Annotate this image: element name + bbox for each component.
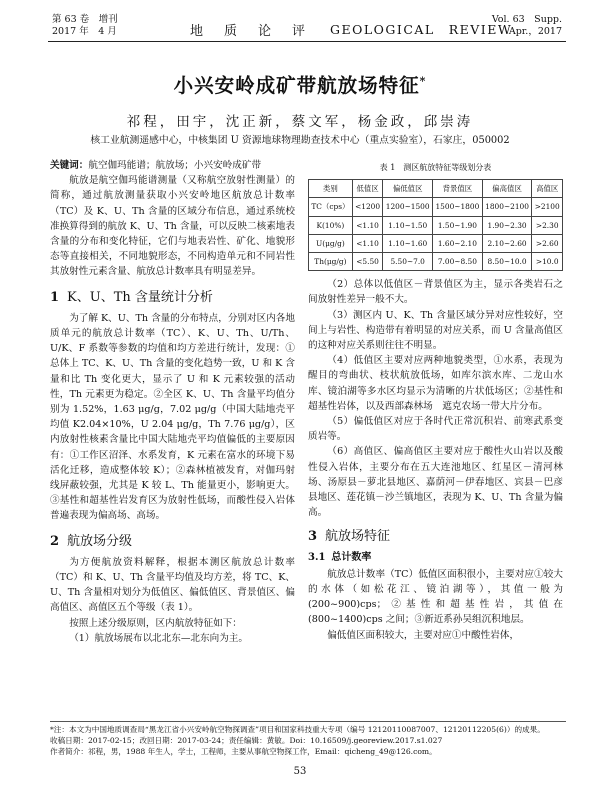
article-title: [0, 70, 600, 98]
footnote-author-bio: 作者简介：祁程，男，1988 年生人，学士，工程师，主要从事航空物探工作，Email：qicheng_49@126.com。: [50, 747, 437, 757]
footnote-funding: *注：本文为中国地质调查局“黑龙江省小兴安岭航空物探调查”项目和国家科技重大专项（编号 12120110087007、12120112205(6)）的成果。: [50, 725, 545, 734]
subsection-3-1-heading: [308, 550, 563, 565]
footnote-rule: [50, 721, 566, 722]
journal-name-en: GEOLOGICAL REVIEW: [330, 22, 513, 37]
table-cell: Th(μg/g): [309, 253, 353, 271]
section-3-title: 航放场特征: [325, 529, 391, 545]
date-line-en: Apr.，2017: [508, 26, 562, 37]
table-header-cell: 高值区: [532, 180, 563, 198]
table-cell: <5.50: [352, 253, 383, 271]
journal-name-cn: 地 质 论 评: [190, 24, 310, 39]
table-cell: 1200~1500: [383, 198, 433, 216]
table-cell: 1.60~2.10: [433, 234, 483, 252]
table-cell: <1.10: [352, 216, 383, 234]
journal-issue-en: [490, 14, 562, 38]
table-cell: >2.60: [532, 234, 563, 252]
table-cell: 8.50~10.0: [482, 253, 532, 271]
finding-6-paragraph: （6）高值区、偏高值区主要对应于酸性火山岩以及酸性侵入岩体，主要分布在五大连池地区、红星区－清河林场、汤原县－萝北县地区、嘉荫河－伊春地区、宾县－巴彦县地区、莲花镇－沙兰镇地区，表现为 K、U、Th 含量为偏高。: [308, 446, 563, 519]
table-cell: 1.10~1.60: [383, 234, 433, 252]
table-header-row: [309, 180, 563, 198]
table-header-cell: 低值区: [352, 180, 383, 198]
section-3-heading: [308, 529, 563, 544]
keywords: 航空伽玛能谱；航放场；小兴安岭成矿带: [88, 160, 262, 171]
section-2-heading: [50, 534, 295, 549]
table-cell: <1.10: [352, 234, 383, 252]
table-header-cell: 类别: [309, 180, 353, 198]
subsection-3-1-title: 总计数率: [331, 551, 372, 563]
table-row: [309, 198, 563, 216]
finding-5-paragraph: （5）偏低值区对应于各时代正常沉积岩、前寒武系变质岩等。: [308, 416, 563, 443]
section-2-paragraph-3: （1）航放场展布以北北东—北东向为主。: [69, 632, 248, 644]
title-text: 小兴安岭成矿带航放场特征: [173, 74, 420, 97]
subsection-3-1-paragraph-2: 偏低值区面积较大，主要对应①中酸性岩体，: [327, 629, 520, 641]
table-cell: 1800~2100: [482, 198, 532, 216]
date-line: 2017 年 4 月: [52, 26, 117, 37]
title-footnote-mark: *: [419, 74, 427, 88]
section-2-paragraph: 为方便航放资料解释，根据本测区航放总计数率（TC）和 K、U、Th 含量平均值及均方差，将 TC、K、U、Th 含量相对划分为低值区、偏低值区、背景值区、偏高值区、高值区五个等级（表 1）。: [50, 556, 295, 614]
keywords-label: 关键词：: [50, 160, 89, 171]
table-cell: 7.00~8.50: [433, 253, 483, 271]
header-rule: [48, 41, 566, 42]
footnote-dates: 收稿日期：2017-02-15；改回日期：2017-03-24；责任编辑：黄敏。Doi：10.16509/j.georeview.2017.s1.027: [50, 736, 443, 746]
table-cell: 1.10~1.50: [383, 216, 433, 234]
table-cell: 1.90~2.30: [482, 216, 532, 234]
finding-4-paragraph: （4）低值区主要对应两种地貌类型，①水系，表现为醒目的弯曲状、枝状航放低场，如库尔滨水库、二龙山水库、镜泊湖等多水区均显示为清晰的片状低场区；②基性和超基性岩体，以及西部森林场 遮克农场一带大片分布。: [308, 355, 563, 412]
grade-table: [308, 179, 563, 271]
journal-volume-info: [52, 14, 118, 38]
table-cell: <1200: [352, 198, 383, 216]
table-cell: 2.10~2.60: [482, 234, 532, 252]
table-cell: TC（cps）: [309, 198, 353, 216]
section-3-number: 3: [308, 529, 318, 545]
table-row: [309, 253, 563, 271]
table-header-cell: 偏高值区: [482, 180, 532, 198]
table-cell: >2100: [532, 198, 563, 216]
table-cell: 1.50~1.90: [433, 216, 483, 234]
section-1-paragraph: 为了解 K、U、Th 含量的分布特点，分别对区内各地质单元的航放总计数率（TC）、K、U、Th、U/Th、U/K、F 系数等参数的均值和均方差进行统计，发现：①总体上 TC、K、U、Th 含量的变化趋势一致，U 和 K 含量和比 Th 变化更大，显示了 U 和 K 元素较强的活动性，Th 元素更为稳定。②全区 K、U、Th 含量平均值分别为 1.52%，1.63 μg/g，7.02 μg/g（中国大陆地壳平均值 K2.04×10%，U 2.04 μg/g，Th 7.76 μg/g），区内放射性核素含量比中国大陆地壳平均值偏低的主要原因有：①工作区沼泽、水系发育，K 元素在富水的环境下易活化迁移，造成整体较 K）；②森林植被发育，对伽玛射线屏蔽较强，尤其是 K 较 L、Th 能量更小，影响更大。③基性和超基性岩发育区为放射性低场，而酸性侵入岩体普遍表现为偏高场、高场。: [50, 312, 295, 522]
table-row: [309, 234, 563, 252]
table-cell: U(μg/g): [309, 234, 353, 252]
keywords-paragraph: [50, 158, 295, 173]
table-cell: >2.30: [532, 216, 563, 234]
author-list: 祁程，田宇，沈正新，蔡文军，杨金政，邱崇涛: [126, 114, 474, 130]
footnote: [50, 724, 566, 758]
left-column: [50, 158, 295, 646]
finding-3-paragraph: （3）测区内 U、K、Th 含量区域分异对应性较好，空间上与岩性、构造带有着明显的对应关系，而 U 含量高值区的这种对应关系则往往不明显。: [308, 309, 563, 352]
section-1-number: 1: [50, 289, 60, 305]
finding-2-paragraph: （2）总体以低值区－背景值区为主，显示各类岩石之间放射性差异一般不大。: [308, 279, 563, 306]
section-1-title: K、U、Th 含量统计分析: [67, 289, 213, 305]
section-2-paragraph-2: 按照上述分级原则，区内航放特征如下：: [69, 617, 242, 629]
volume-line-en: Vol. 63 Supp.: [491, 14, 562, 25]
table-cell: K(10%): [309, 216, 353, 234]
intro-paragraph: 航放是航空伽玛能谱测量（又称航空放射性测量）的简称，通过航放测量获取小兴安岭地区航放总计数率（TC）及 K、U、Th 含量的区域分布信息，通过系统校准换算得到的航放 K、U、Th 含量，可以反映二核素地表含量的分布和变化特征，它们与地表岩性、矿化、地貌形态等直接相关，不同地貌形态，不同构造单元和不同岩性其放射性元素含量、航放总计数率具有明显差异。: [50, 175, 295, 278]
affiliation: 核工业航测遥感中心，中核集团 U 资源地球物理勘查技术中心（重点实验室），石家庄，050002: [90, 135, 510, 146]
subsection-3-1-paragraph: 航放总计数率（TC）低值区面积很小，主要对应①较大的水体（如松花江、镜泊湖等），其值一般为(200~900)cps；②基性和超基性岩，其值在(800~1400)cps 之间；③新近系孙吴组沉积地层。: [308, 568, 563, 626]
table-caption: 表 1 测区航放特征等级划分表: [379, 163, 492, 172]
section-2-number: 2: [50, 533, 60, 549]
table-row: [309, 216, 563, 234]
table-cell: 1500~1800: [433, 198, 483, 216]
subsection-3-1-number: 3.1: [308, 551, 326, 563]
section-1-heading: [50, 290, 295, 305]
right-column: [308, 160, 563, 643]
volume-line: 第 63 卷 增刊: [52, 14, 118, 25]
page-number: 53: [293, 766, 307, 777]
table-cell: 5.50~7.0: [383, 253, 433, 271]
section-2-title: 航放场分级: [67, 533, 133, 549]
table-header-cell: 偏低值区: [383, 180, 433, 198]
table-header-cell: 背景值区: [433, 180, 483, 198]
table-cell: >10.0: [532, 253, 563, 271]
